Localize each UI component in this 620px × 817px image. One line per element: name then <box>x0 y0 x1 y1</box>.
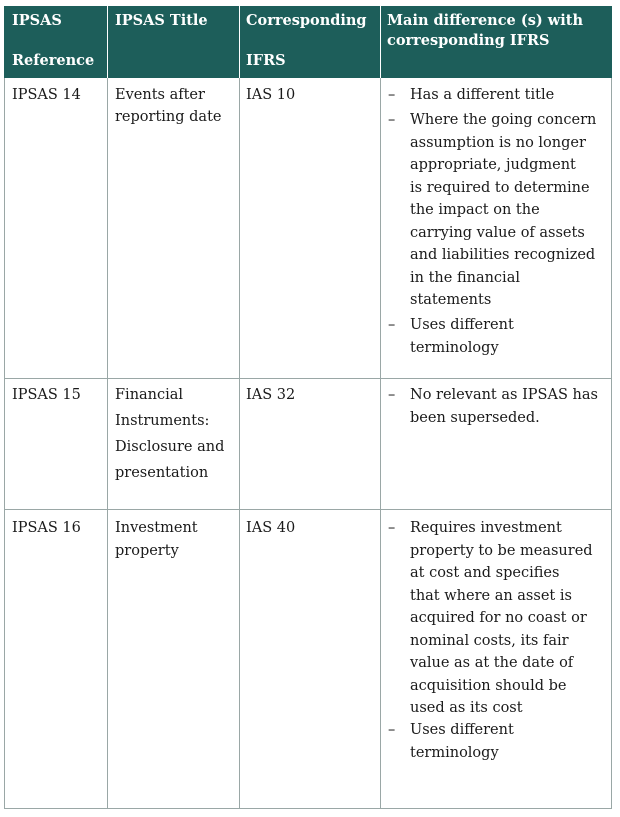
header-separator <box>107 6 108 78</box>
title-cell-line: Financial <box>115 387 184 403</box>
header-corr-line2: IFRS <box>246 52 286 69</box>
bullet-dash: – <box>388 87 396 103</box>
difference-line: Uses different <box>410 722 514 738</box>
difference-line: acquisition should be <box>410 677 567 694</box>
ifrs-cell: IAS 10 <box>246 87 296 103</box>
title-cell-line: Events after <box>115 87 205 103</box>
bullet-dash: – <box>388 112 396 128</box>
difference-line: Uses different <box>410 317 514 333</box>
header-diff-line1: Main difference (s) with <box>387 12 583 29</box>
ref-cell: IPSAS 16 <box>12 520 81 536</box>
difference-line: the impact on the <box>410 202 540 218</box>
difference-line: terminology <box>410 339 499 356</box>
title-cell-line: reporting date <box>115 109 222 125</box>
difference-line: statements <box>410 292 492 308</box>
bullet-dash: – <box>388 520 396 536</box>
bullet-dash: – <box>388 722 396 738</box>
header-title: IPSAS Title <box>115 12 208 29</box>
difference-line: is required to determine <box>410 179 590 196</box>
difference-line: No relevant as IPSAS has <box>410 387 598 403</box>
difference-line: terminology <box>410 744 499 761</box>
title-cell-line: Instruments: <box>115 413 210 429</box>
table-row <box>4 378 612 509</box>
difference-line: in the financial <box>410 269 520 286</box>
table-row <box>4 509 612 808</box>
difference-line: and liabilities recognized <box>410 247 596 263</box>
title-cell-line: presentation <box>115 465 209 481</box>
comparison-table <box>4 6 612 809</box>
difference-line: Has a different title <box>410 87 555 103</box>
title-cell-line: Investment <box>115 520 198 536</box>
header-separator <box>380 6 381 78</box>
header-ref-line1: IPSAS <box>12 12 62 29</box>
difference-line: nominal costs, its fair <box>410 632 569 649</box>
table-row <box>4 78 612 378</box>
header-separator <box>239 6 240 78</box>
difference-line: Where the going concern <box>410 112 597 128</box>
difference-line: been superseded. <box>410 409 540 426</box>
header-corr-line1: Corresponding <box>246 12 367 29</box>
ifrs-cell: IAS 40 <box>246 520 296 536</box>
ref-cell: IPSAS 15 <box>12 387 81 403</box>
difference-line: at cost and specifies <box>410 565 560 581</box>
header-ref-line2: Reference <box>12 52 95 69</box>
ref-cell: IPSAS 14 <box>12 87 81 103</box>
bullet-dash: – <box>388 317 396 333</box>
difference-line: value as at the date of <box>410 655 574 671</box>
difference-line: property to be measured <box>410 542 593 559</box>
difference-line: assumption is no longer <box>410 134 586 151</box>
difference-line: carrying value of assets <box>410 224 585 241</box>
header-diff-line2: corresponding IFRS <box>387 32 550 49</box>
bullet-dash: – <box>388 387 396 403</box>
difference-line: appropriate, judgment <box>410 157 576 173</box>
difference-line: acquired for no coast or <box>410 610 587 626</box>
ifrs-cell: IAS 32 <box>246 387 296 403</box>
title-cell-line: Disclosure and <box>115 439 225 455</box>
difference-line: used as its cost <box>410 700 523 716</box>
grid-line <box>4 808 612 809</box>
difference-line: Requires investment <box>410 520 562 536</box>
title-cell-line: property <box>115 543 179 559</box>
difference-line: that where an asset is <box>410 587 572 604</box>
